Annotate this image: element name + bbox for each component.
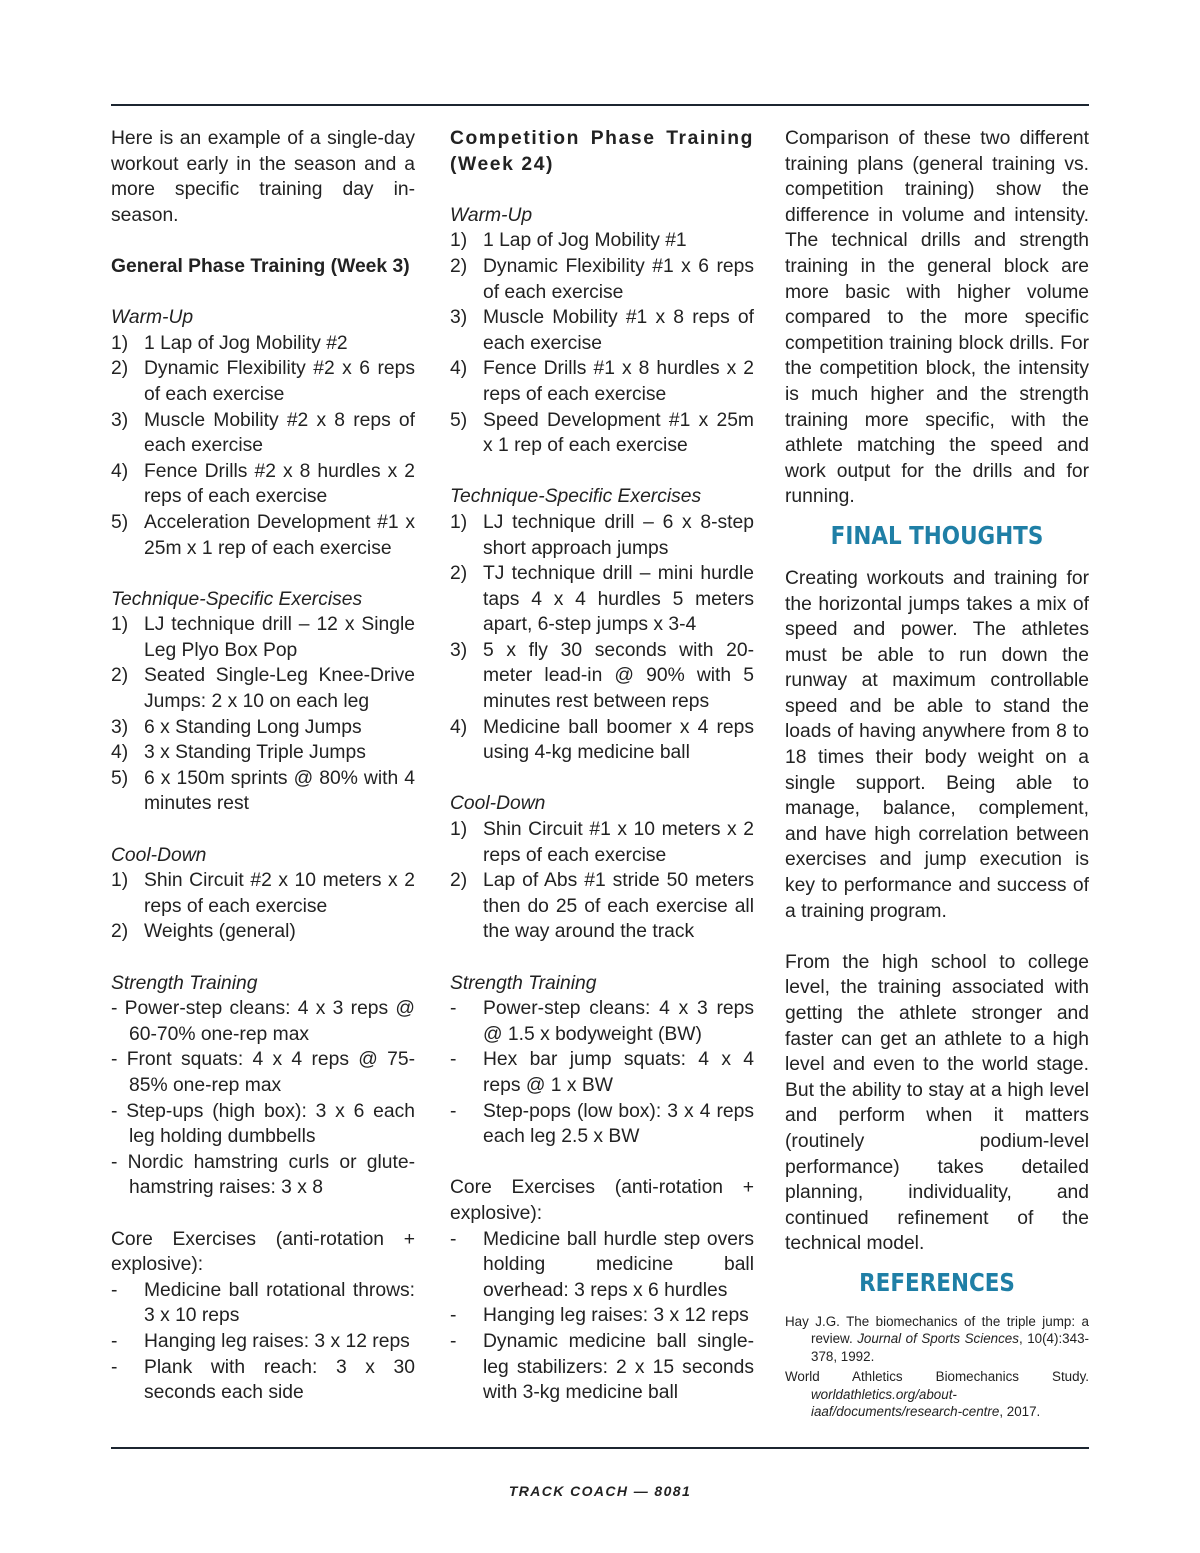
warmup-heading: Warm-Up	[450, 204, 533, 226]
column-1	[111, 126, 415, 1406]
list-item: - Dynamic medicine ball single-leg stabilizers: 2 x 15 seconds with 3-kg medicine ball	[450, 1330, 754, 1404]
list-item: 1) 1 Lap of Jog Mobility #1	[450, 230, 687, 252]
technique-heading: Technique-Specific Exercises	[111, 588, 363, 610]
page-footer: TRACK COACH — 8081	[508, 1483, 692, 1499]
core-list	[111, 1278, 415, 1406]
list-item: 3) 6 x Standing Long Jumps	[111, 716, 362, 738]
references-heading: REFERENCES	[859, 1267, 1015, 1297]
bottom-rule	[111, 1447, 1089, 1449]
list-item: 3) 5 x fly 30 seconds with 20-meter lead-in @ 90% with 5 minutes rest between reps	[450, 639, 754, 713]
final-thoughts-heading: FINAL THOUGHTS	[830, 520, 1044, 550]
list-item: - Hex bar jump squats: 4 x 4 reps @ 1 x BW	[450, 1049, 754, 1096]
list-item: 5) 6 x 150m sprints @ 80% with 4 minutes rest	[111, 767, 415, 815]
list-item: - Hanging leg raises: 3 x 12 reps	[111, 1330, 410, 1352]
strength-heading: Strength Training	[111, 972, 258, 994]
list-item: 4) Medicine ball boomer x 4 reps using 4-kg medicine ball	[450, 716, 754, 764]
list-item: - Hanging leg raises: 3 x 12 reps	[450, 1305, 749, 1327]
final-thoughts-paragraph-1: Creating workouts and training for the horizontal jumps takes a mix of speed and power. The athletes must be able to run down the runway at maximum controllable speed and be able to stand the loads of having anywhere from 8 to 18 times their body weight on a single support. Being able to manage, balance, complement, and have high correlation between exercises and jump execution is key to performance and success of a training program.	[785, 567, 1089, 922]
list-item: - Step-ups (high box): 3 x 6 each leg holding dumbbells	[111, 1100, 415, 1148]
list-item: 2) Seated Single-Leg Knee-Drive Jumps: 2 x 10 on each leg	[111, 665, 415, 713]
list-item: 1) 1 Lap of Jog Mobility #2	[111, 332, 348, 354]
list-item: 4) 3 x Standing Triple Jumps	[111, 742, 366, 764]
list-item: 1) Shin Circuit #1 x 10 meters x 2 reps of each exercise	[450, 819, 754, 866]
list-item: 5) Speed Development #1 x 25m x 1 rep of each exercise	[450, 409, 754, 457]
warmup-heading: Warm-Up	[111, 307, 194, 329]
list-item: 4) Fence Drills #2 x 8 hurdles x 2 reps of each exercise	[111, 460, 415, 508]
warmup-list	[450, 228, 754, 458]
reference-item: Hay J.G. The biomechanics of the triple jump: a review. Journal of Sports Sciences, 10(4):343-378, 1992.	[785, 1313, 1089, 1364]
technique-heading: Technique-Specific Exercises	[450, 486, 702, 508]
list-item: - Medicine ball hurdle step overs holding medicine ball overhead: 3 reps x 6 hurdles	[450, 1228, 754, 1301]
list-item: - Power-step cleans: 4 x 3 reps @ 1.5 x bodyweight (BW)	[450, 998, 754, 1045]
top-rule	[111, 104, 1089, 106]
references-list	[785, 1313, 1089, 1421]
cooldown-heading: Cool-Down	[450, 793, 546, 815]
list-item: - Front squats: 4 x 4 reps @ 75-85% one-rep max	[111, 1049, 415, 1096]
list-item: 3) Muscle Mobility #2 x 8 reps of each exercise	[111, 409, 415, 457]
cooldown-list	[450, 817, 754, 945]
column-3	[785, 126, 1089, 1424]
list-item: 4) Fence Drills #1 x 8 hurdles x 2 reps of each exercise	[450, 358, 754, 405]
intro-paragraph: Here is an example of a single-day workout early in the season and a more specific training day in-season.	[111, 128, 415, 226]
general-phase-title: General Phase Training (Week 3)	[111, 255, 410, 277]
list-item: 2) Weights (general)	[111, 921, 296, 943]
column-2	[450, 126, 754, 1406]
list-item: 1) LJ technique drill – 12 x Single Leg Plyo Box Pop	[111, 614, 415, 661]
list-item: 2) Dynamic Flexibility #2 x 6 reps of each exercise	[111, 358, 415, 405]
technique-list	[111, 612, 415, 817]
list-item: 2) Lap of Abs #1 stride 50 meters then do 25 of each exercise all the way around the track	[450, 870, 754, 943]
list-item: - Medicine ball rotational throws: 3 x 10 reps	[111, 1279, 415, 1327]
strength-heading: Strength Training	[450, 972, 597, 994]
list-item: - Plank with reach: 3 x 30 seconds each side	[111, 1356, 415, 1404]
list-item: - Step-pops (low box): 3 x 4 reps each leg 2.5 x BW	[450, 1100, 754, 1148]
strength-list	[111, 996, 415, 1201]
comparison-paragraph: Comparison of these two different training plans (general training vs. competition training) show the difference in volume and intensity. The technical drills and strength training in the general block are more basic with higher volume compared to the more specific competition training block drills. For the competition block, the intensity is much higher and the strength training more specific, with the athlete matching the speed and work output for the drills and for running.	[785, 128, 1089, 508]
list-item: 1) Shin Circuit #2 x 10 meters x 2 reps of each exercise	[111, 870, 415, 917]
list-item: 5) Acceleration Development #1 x 25m x 1 rep of each exercise	[111, 511, 415, 559]
technique-list	[450, 510, 754, 766]
warmup-list	[111, 331, 415, 561]
list-item: - Power-step cleans: 4 x 3 reps @ 60-70% one-rep max	[111, 998, 415, 1045]
list-item: - Nordic hamstring curls or glute-hamstring raises: 3 x 8	[111, 1151, 415, 1199]
core-heading: Core Exercises (anti-rotation + explosive):	[450, 1177, 754, 1224]
cooldown-heading: Cool-Down	[111, 844, 207, 866]
final-thoughts-paragraph-2: From the high school to college level, the training associated with getting the athlete stronger and faster can get an athlete to a high level and even to the world stage. But the ability to stay at a high level and perform when it matters (routinely podium-level performance) takes detailed planning, individuality, and continued refinement of the technical model.	[785, 951, 1089, 1255]
reference-item: World Athletics Biomechanics Study. worldathletics.org/about-iaaf/documents/research-centre, 2017.	[785, 1369, 1089, 1420]
cooldown-list	[111, 868, 415, 945]
list-item: 1) LJ technique drill – 6 x 8-step short approach jumps	[450, 511, 754, 559]
competition-phase-title: Competition Phase Training (Week 24)	[450, 128, 754, 175]
list-item: 3) Muscle Mobility #1 x 8 reps of each exercise	[450, 307, 754, 354]
core-list	[450, 1227, 754, 1406]
list-item: 2) Dynamic Flexibility #1 x 6 reps of each exercise	[450, 255, 754, 303]
core-heading: Core Exercises (anti-rotation + explosive):	[111, 1228, 415, 1276]
strength-list	[450, 996, 754, 1150]
list-item: 2) TJ technique drill – mini hurdle taps 4 x 4 hurdles 5 meters apart, 6-step jumps x 3-4	[450, 563, 754, 636]
